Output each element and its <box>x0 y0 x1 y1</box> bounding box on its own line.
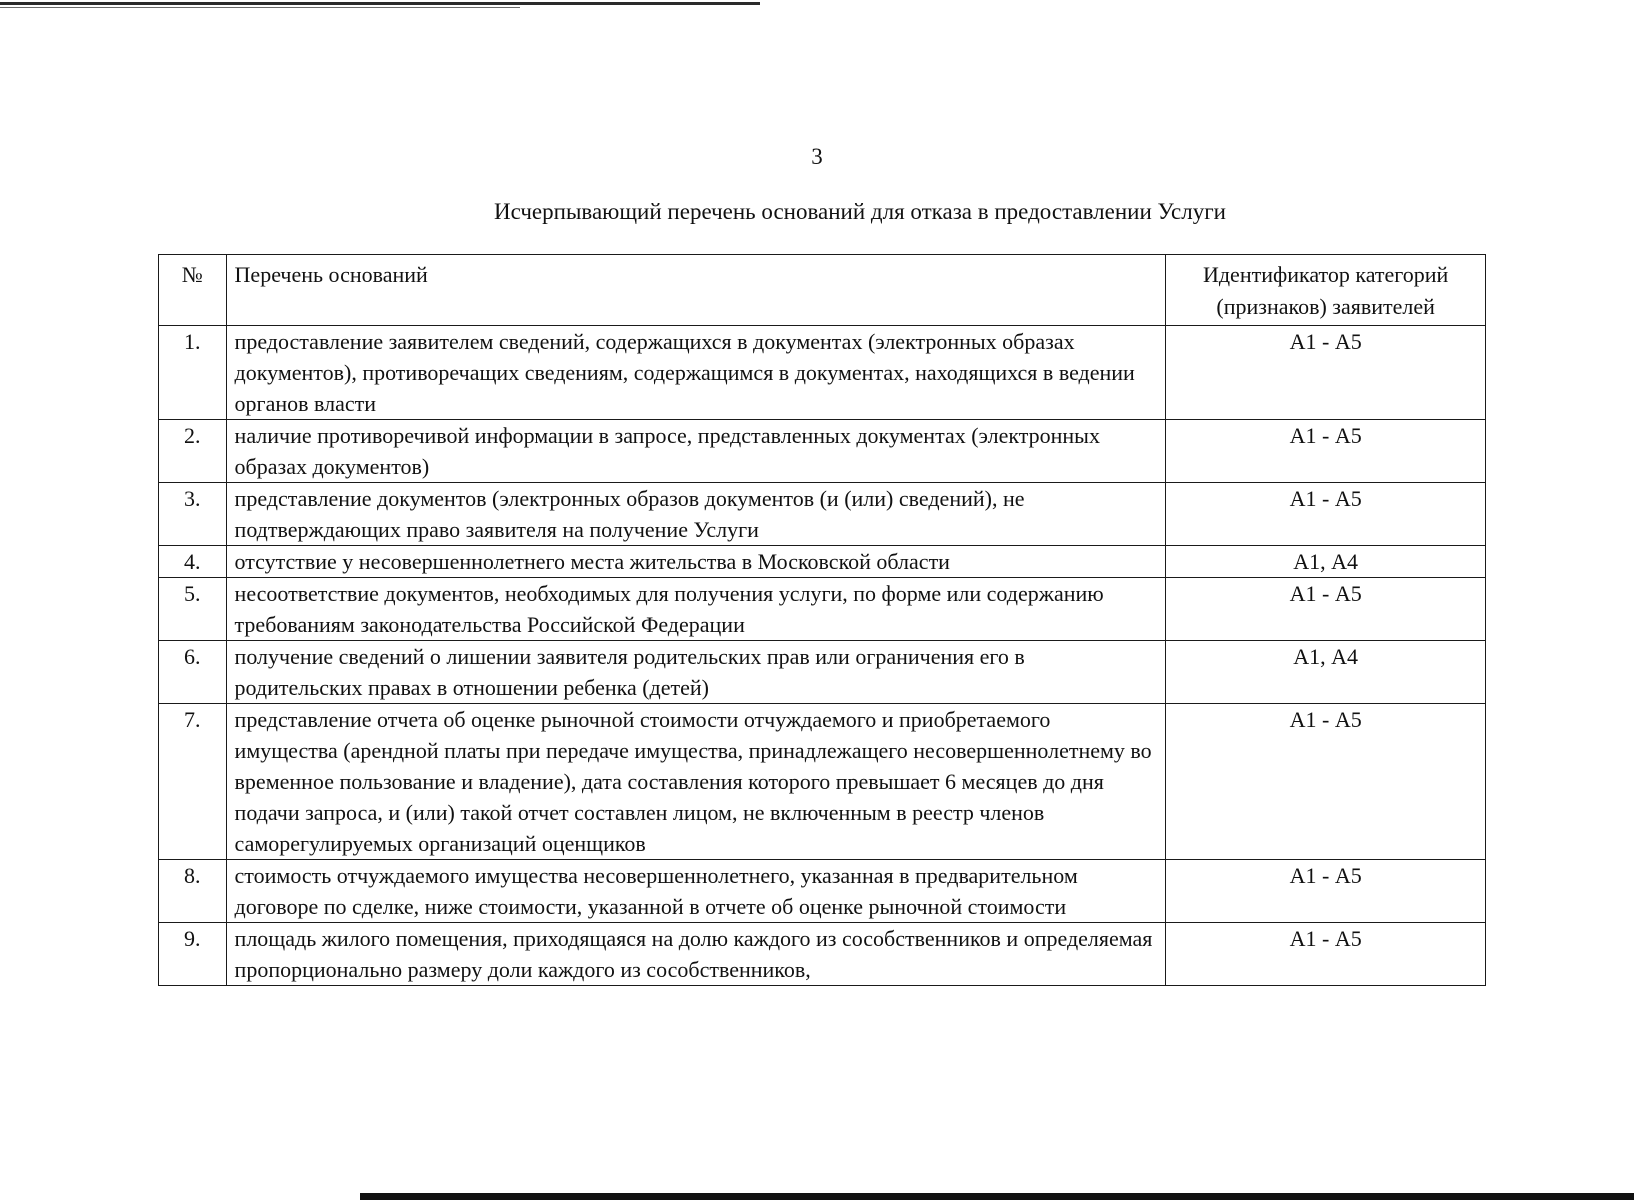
table-row <box>159 326 1486 420</box>
row-text: отсутствие у несовершеннолетнего места жительства в Московской области <box>226 546 1166 578</box>
row-identifier: А1 - А5 <box>1166 420 1486 483</box>
scan-edge-line <box>0 7 520 8</box>
table-row <box>159 641 1486 704</box>
row-identifier: А1 - А5 <box>1166 483 1486 546</box>
row-number: 7. <box>159 704 227 860</box>
header-identifier: Идентификатор категорий (признаков) заявителей <box>1166 255 1486 326</box>
table-body <box>159 326 1486 986</box>
row-text: представление документов (электронных образов документов (и (или) сведений), не подтверждающих право заявителя на получение Услуги <box>226 483 1166 546</box>
row-text: площадь жилого помещения, приходящаяся на долю каждого из сособственников и определяемая пропорционально размеру доли каждого из сособственников, <box>226 923 1166 986</box>
table-row <box>159 483 1486 546</box>
scan-edge-line <box>0 2 760 5</box>
row-text: стоимость отчуждаемого имущества несовершеннолетнего, указанная в предварительном договоре по сделке, ниже стоимости, указанной в отчете об оценке рыночной стоимости <box>226 860 1166 923</box>
table-row <box>159 578 1486 641</box>
table-row <box>159 546 1486 578</box>
row-number: 9. <box>159 923 227 986</box>
page-number: 3 <box>811 144 823 169</box>
table-row <box>159 704 1486 860</box>
table-header <box>159 255 1486 326</box>
header-grounds: Перечень оснований <box>226 255 1166 326</box>
header-number: № <box>159 255 227 326</box>
table-row <box>159 420 1486 483</box>
row-number: 3. <box>159 483 227 546</box>
row-number: 6. <box>159 641 227 704</box>
grounds-table <box>158 254 1486 986</box>
row-number: 1. <box>159 326 227 420</box>
table-row <box>159 860 1486 923</box>
row-number: 4. <box>159 546 227 578</box>
row-identifier: А1 - А5 <box>1166 704 1486 860</box>
row-identifier: А1 - А5 <box>1166 923 1486 986</box>
table-row <box>159 923 1486 986</box>
row-text: представление отчета об оценке рыночной стоимости отчуждаемого и приобретаемого имущества (арендной платы при передаче имущества, принадлежащего несовершеннолетнему во временное пользование и владение), дата составления которого превышает 6 месяцев до дня подачи запроса, и (или) такой отчет составлен лицом, не включенным в реестр членов саморегулируемых организаций оценщиков <box>226 704 1166 860</box>
table-header-row <box>159 255 1486 326</box>
row-text: наличие противоречивой информации в запросе, представленных документах (электронных образах документов) <box>226 420 1166 483</box>
row-text: предоставление заявителем сведений, содержащихся в документах (электронных образах документов), противоречащих сведениям, содержащимся в документах, находящихся в ведении органов власти <box>226 326 1166 420</box>
row-text: получение сведений о лишении заявителя родительских прав или ограничения его в родительских правах в отношении ребенка (детей) <box>226 641 1166 704</box>
page-title: Исчерпывающий перечень оснований для отказа в предоставлении Услуги <box>494 199 1226 224</box>
row-identifier: А1 - А5 <box>1166 860 1486 923</box>
row-text: несоответствие документов, необходимых для получения услуги, по форме или содержанию требованиям законодательства Российской Федерации <box>226 578 1166 641</box>
row-identifier: А1, А4 <box>1166 546 1486 578</box>
row-number: 8. <box>159 860 227 923</box>
row-number: 5. <box>159 578 227 641</box>
scan-edge-line <box>360 1193 1634 1200</box>
row-identifier: А1 - А5 <box>1166 326 1486 420</box>
row-identifier: А1, А4 <box>1166 641 1486 704</box>
row-identifier: А1 - А5 <box>1166 578 1486 641</box>
row-number: 2. <box>159 420 227 483</box>
